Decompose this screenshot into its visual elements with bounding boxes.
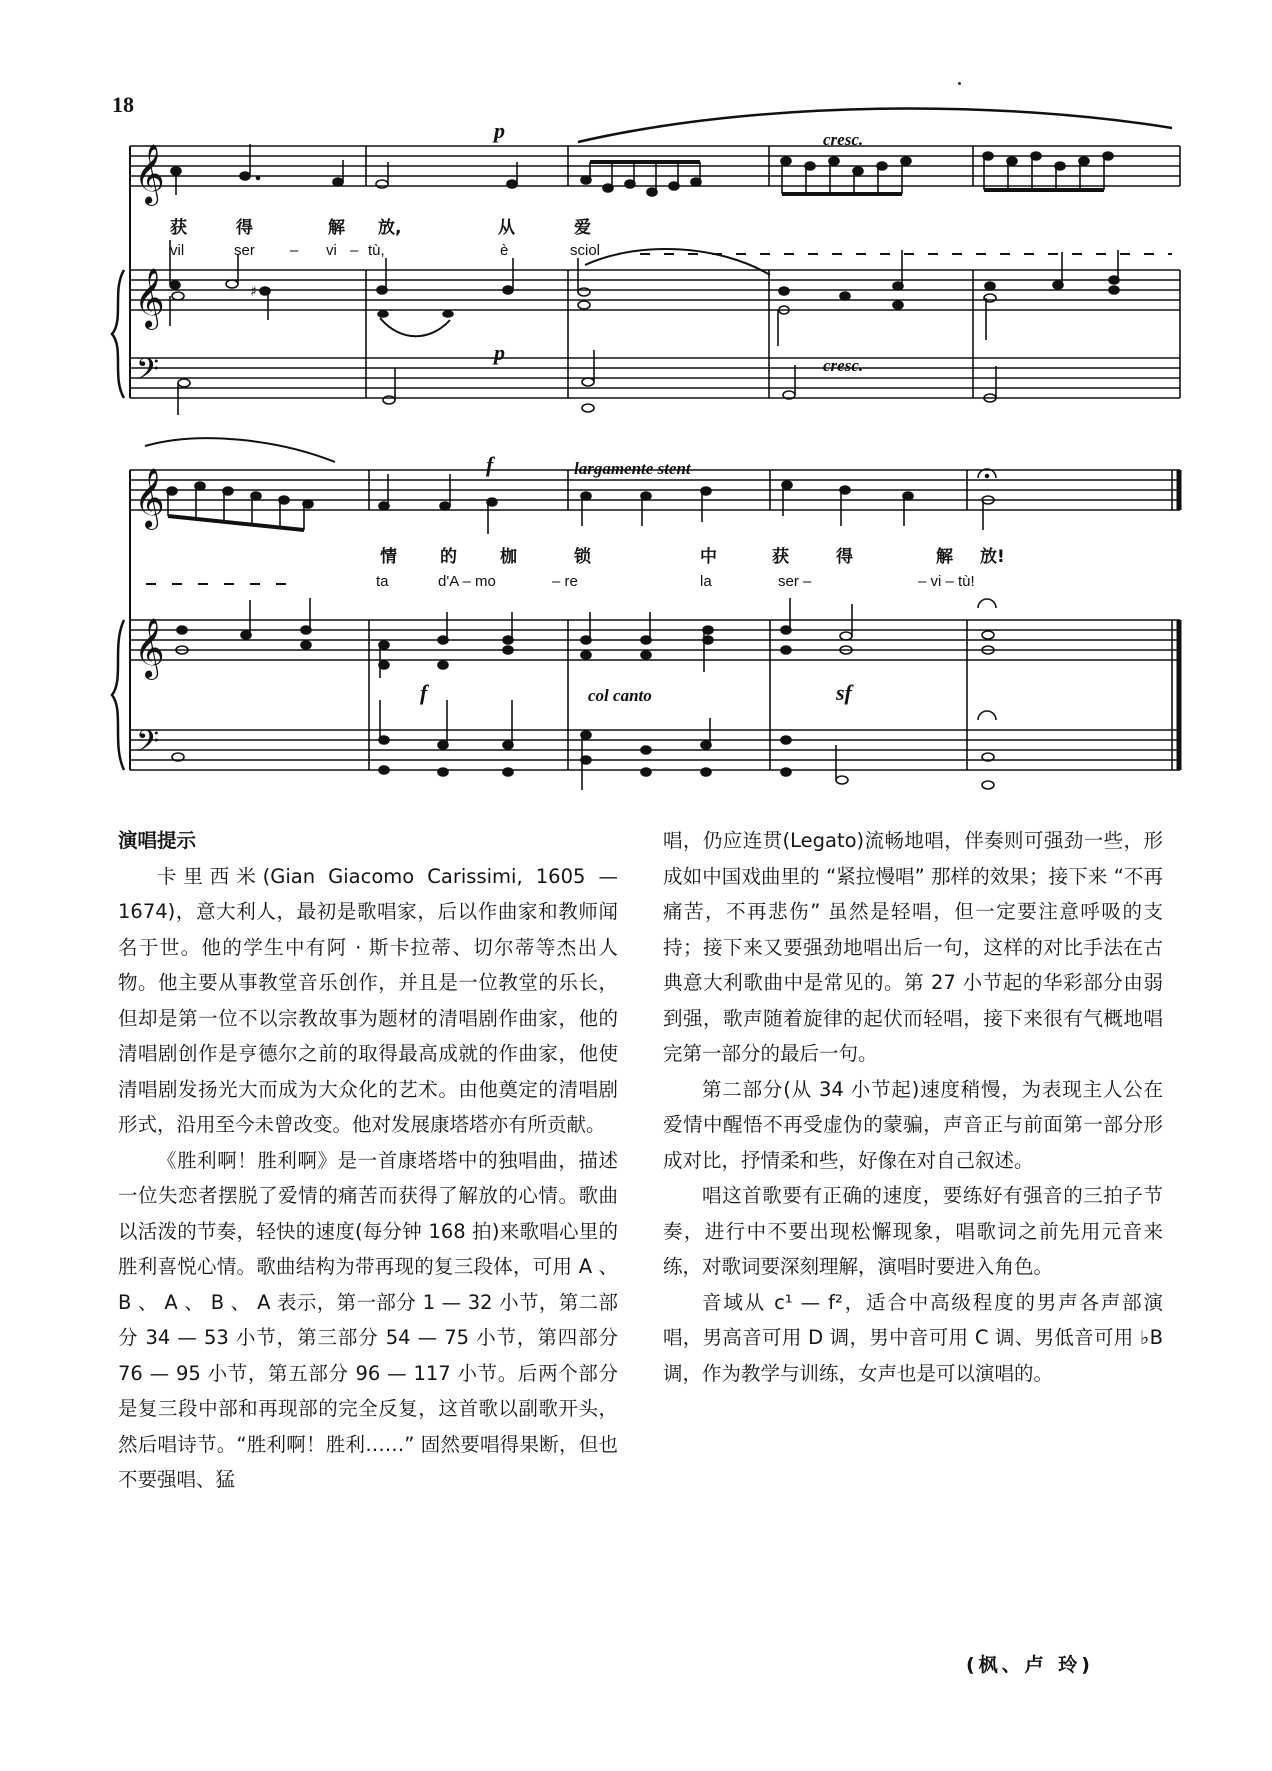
dynamic-p: p xyxy=(494,118,505,143)
lyric-cn: 解 xyxy=(328,218,345,238)
lyric-it: è xyxy=(500,242,509,259)
lyric-cn: 的 xyxy=(440,547,457,567)
lyric-cn: 情 xyxy=(380,547,397,567)
paragraph: 唱这首歌要有正确的速度，要练好有强音的三拍子节奏，进行中不要出现松懈现象，唱歌词之前先用元音来练，对歌词要深刻理解，演唱时要进入角色。 xyxy=(663,1184,1163,1278)
section-heading: 演唱提示 xyxy=(118,829,197,852)
largamente-marking: largamente stent xyxy=(574,459,691,478)
lyric-cn: 锁 xyxy=(574,547,591,567)
paragraph: 唱，仍应连贯(Legato)流畅地唱，伴奏则可强劲一些，形成如中国戏曲里的 “紧拉慢唱” 那样的效果；接下来 “不再痛苦，不再悲伤” 虽然是轻唱，但一定要注意呼吸的支持；接下来又要强劲地唱出后一句，这样的对比手法在古典意大利歌曲中是常见的。第 27 小节起的华彩部分由弱到强，歌声随着旋律的起伏而轻唱，接下来很有气概地唱完第一部分的最后一句。 xyxy=(663,829,1163,1065)
treble-clef-icon: 𝄞 xyxy=(134,468,165,528)
music-score xyxy=(0,0,1272,800)
lyric-it: vil xyxy=(170,242,185,259)
staff-lines-graphic xyxy=(0,0,1272,800)
paragraph: 第二部分(从 34 小节起)速度稍慢，为表现主人公在爱情中醒悟不再受虚伪的蒙骗，声音正与前面第一部分形成对比，抒情柔和些，好像在对自己叙述。 xyxy=(663,1077,1163,1172)
lyric-it: sciol xyxy=(570,242,601,259)
lyric-it: vi xyxy=(326,242,337,259)
lyric-it: d'A – mo xyxy=(438,573,496,590)
lyric-cn: 解 xyxy=(936,547,953,567)
paragraph: 《胜利啊！胜利啊》是一首康塔塔中的独唱曲，描述一位失恋者摆脱了爱情的痛苦而获得了解放的心情。歌曲以活泼的节奏，轻快的速度(每分钟 168 拍)来歌唱心里的胜利喜悦心情。歌曲结构为带再现的复三段体，可用 A 、 B 、 A 、 B 、 A 表示，第一部分 1 — 32 小节，第二部分 34 — 53 小节，第三部分 54 — 75 小节，第四部分 76 — 95 小节，第五部分 96 — 117 小节。后两个部分是复三段中部和再现部的完全反复，这首歌以副歌开头，然后唱诗节。“胜利啊！胜利……” 固然要唱得果断，但也不要强唱、猛 xyxy=(118,1148,618,1491)
lyric-cn: 得 xyxy=(836,547,853,567)
lyric-it: – vi – tù! xyxy=(918,573,975,590)
lyric-cn: 获 xyxy=(772,547,789,567)
paragraph: 卡里西米(Gian Giacomo Carissimi, 1605 — 1674)，意大利人，最初是歌唱家，后以作曲家和教师闻名于世。他的学生中有阿 · 斯卡拉蒂、切尔蒂等杰出人物。他主要从事教堂音乐创作，并且是一位教堂的乐长，但却是第一位不以宗教故事为题材的清唱剧作曲家，他的清唱剧创作是亨德尔之前的取得最高成就的作曲家，他使清唱剧发扬光大而成为大众化的艺术。由他奠定的清唱剧形式，沿用至今未曾改变。他对发展康塔塔亦有所贡献。 xyxy=(118,864,618,1136)
lyric-cn: 从 xyxy=(498,218,515,238)
bass-clef-icon: 𝄢 xyxy=(136,353,160,394)
lyric-cn: 获 xyxy=(170,218,187,238)
dynamic-f: f xyxy=(486,452,494,477)
dynamic-sf: sf xyxy=(836,680,852,705)
piano-bass-staff-2 xyxy=(130,730,1180,770)
lyric-it: – xyxy=(290,242,299,259)
lyric-cn: 放! xyxy=(980,547,1005,567)
cresc-marking: cresc. xyxy=(823,130,864,149)
voice-staff-1 xyxy=(130,146,1180,186)
melisma-dashes xyxy=(146,254,1172,584)
lyric-it: – re xyxy=(552,573,578,590)
dynamic-f: f xyxy=(420,680,428,705)
lyric-it: – xyxy=(350,242,359,259)
treble-clef-icon: 𝄞 xyxy=(134,144,165,204)
article-left-column xyxy=(118,823,618,1498)
piano-treble-staff-1 xyxy=(130,270,1180,310)
treble-clef-icon: 𝄞 xyxy=(134,618,165,678)
lyric-it: tù, xyxy=(368,242,385,259)
lyric-it: ta xyxy=(376,573,389,590)
notes-voice-1 xyxy=(171,144,1113,196)
lyric-it: ser xyxy=(234,242,255,259)
piano-bass-staff-1 xyxy=(130,358,1180,398)
lyric-cn: 放, xyxy=(378,218,402,238)
page-number: 18 xyxy=(112,92,134,117)
piano-treble-staff-2 xyxy=(130,620,1180,660)
treble-clef-icon: 𝄞 xyxy=(134,268,165,328)
lyric-cn: 枷 xyxy=(500,547,517,567)
author-signature: (枫、卢 玲) xyxy=(966,1654,1094,1676)
svg-text:♯: ♯ xyxy=(250,284,257,300)
article-right-column xyxy=(663,823,1163,1391)
cresc-marking: cresc. xyxy=(823,356,864,375)
lyric-it: ser – xyxy=(778,573,812,590)
lyric-cn: 得 xyxy=(236,218,253,238)
lyric-cn: 中 xyxy=(700,547,717,567)
lyric-cn: 爱 xyxy=(574,218,591,238)
paragraph: 音域从 c¹ — f²，适合中高级程度的男声各声部演唱，男高音可用 D 调，男中音可用 C 调、男低音可用 ♭B 调，作为教学与训练，女声也是可以演唱的。 xyxy=(663,1290,1163,1385)
dynamic-p: p xyxy=(494,340,505,365)
lyric-it: la xyxy=(700,573,712,590)
col-canto-marking: col canto xyxy=(588,686,652,705)
bass-clef-icon: 𝄢 xyxy=(136,725,160,766)
